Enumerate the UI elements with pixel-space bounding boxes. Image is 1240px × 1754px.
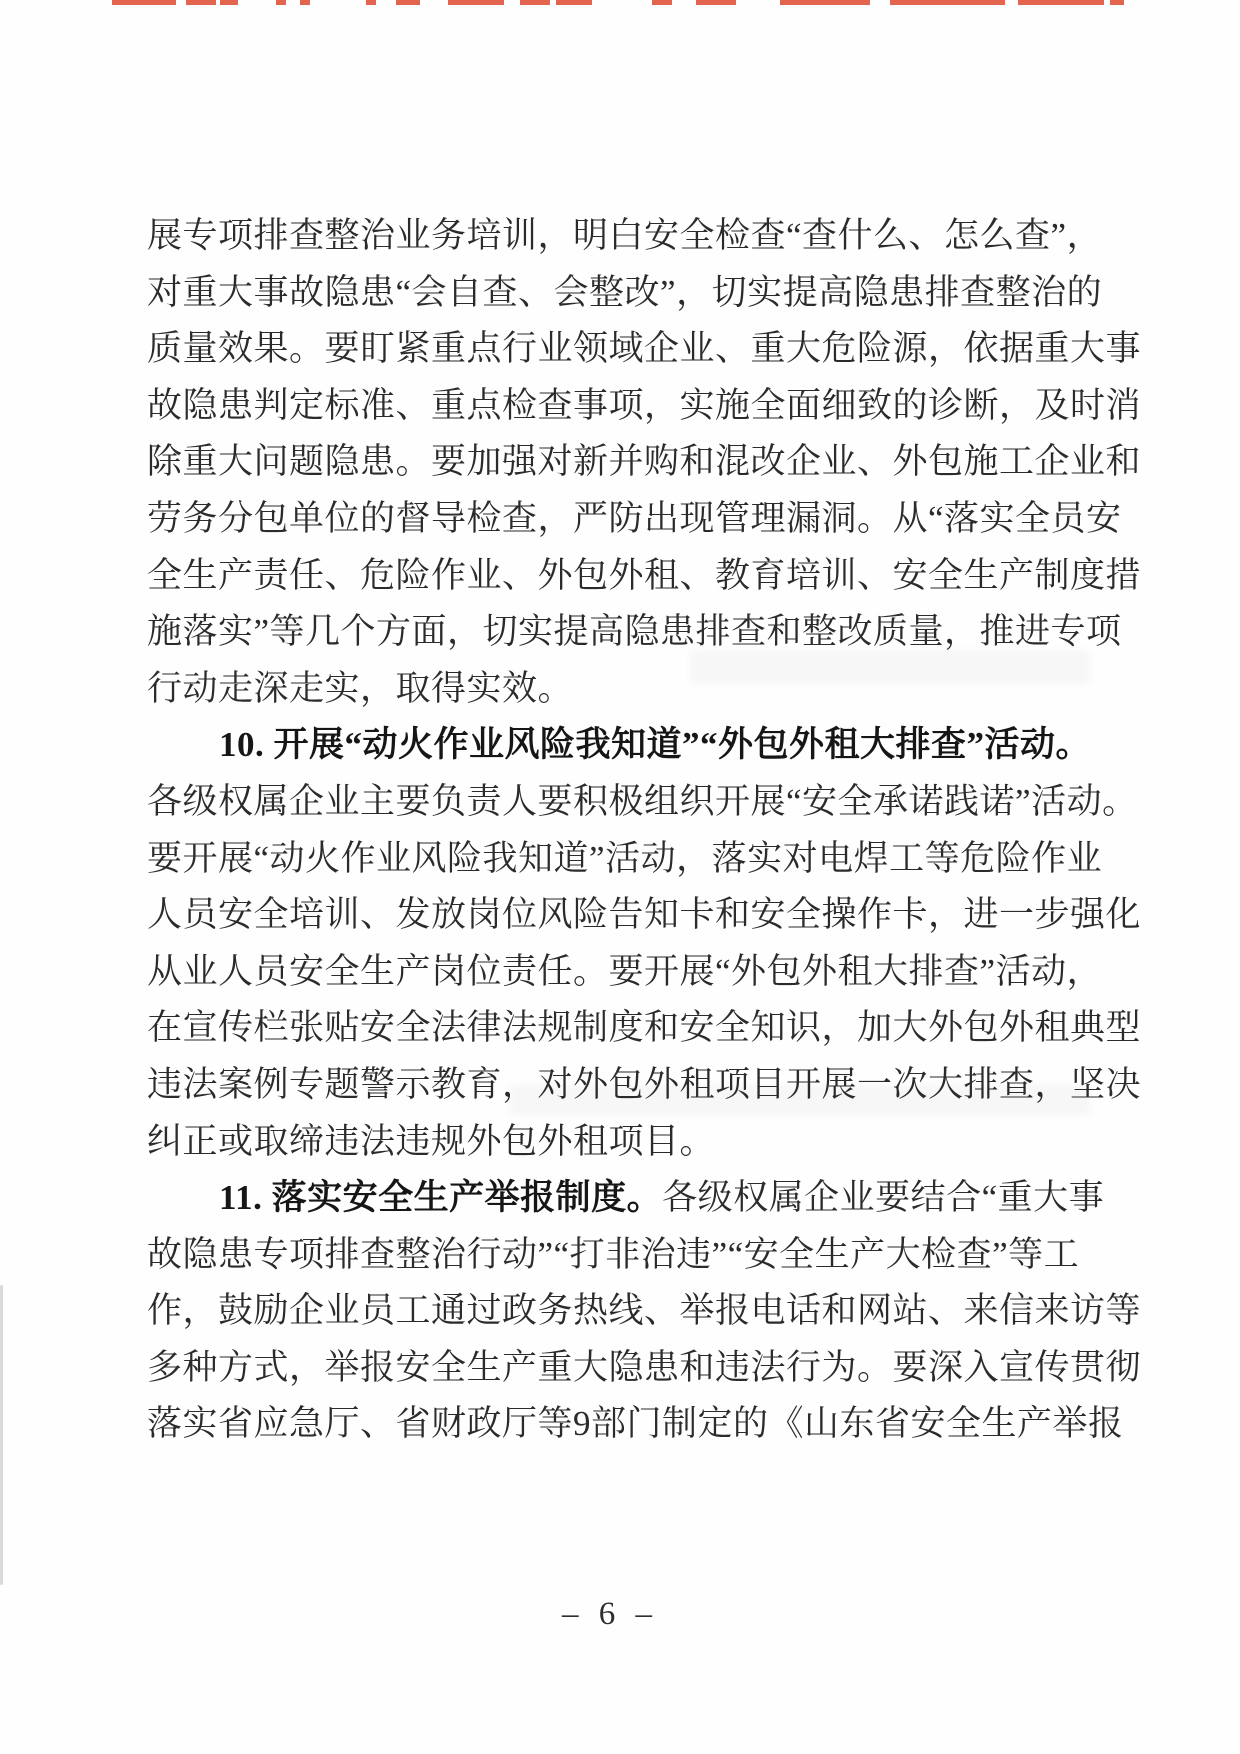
text-line	[147, 944, 1107, 1001]
text-line	[147, 548, 1142, 605]
text-line	[147, 378, 1142, 435]
red-mark	[300, 0, 310, 5]
bold-heading-text: 10. 开展“动火作业风险我知道”“外包外租大排查”活动。	[219, 725, 1092, 765]
text-line	[147, 717, 1107, 774]
bold-heading-text: 11. 落实安全生产举报制度。	[219, 1178, 663, 1218]
text-line	[147, 1170, 1107, 1227]
body-text: 违法案例专题警示教育，对外包外租项目开展一次大排查，坚决	[147, 1064, 1142, 1104]
text-line	[147, 208, 1107, 265]
red-mark	[366, 0, 376, 5]
red-mark	[1018, 0, 1104, 5]
body-text: 要开展“动火作业风险我知道”活动，落实对电焊工等危险作业	[147, 838, 1103, 878]
body-text: 故隐患判定标准、重点检查事项，实施全面细致的诊断，及时消	[147, 385, 1142, 425]
body-text: 对重大事故隐患“会自查、会整改”，切实提高隐患排查整治的	[147, 272, 1103, 312]
red-mark	[556, 0, 592, 5]
body-text: 多种方式，举报安全生产重大隐患和违法行为。要深入宣传贯彻	[147, 1347, 1142, 1387]
body-text: 从业人员安全生产岗位责任。要开展“外包外租大排查”活动，	[147, 951, 1103, 991]
body-text: 故隐患专项排查整治行动”“打非治违”“安全生产大检查”等工	[147, 1234, 1080, 1274]
text-line	[147, 831, 1107, 888]
text-line	[147, 1396, 1124, 1453]
body-text: 各级权属企业要结合“重大事	[662, 1178, 1105, 1218]
body-text: 纠正或取缔违法违规外包外租项目。	[147, 1121, 716, 1161]
red-mark	[1110, 0, 1124, 5]
text-line	[147, 604, 1122, 661]
text-line	[147, 1283, 1142, 1340]
body-text: 在宣传栏张贴安全法律法规制度和安全知识，加大外包外租典型	[147, 1008, 1142, 1048]
text-line	[147, 1114, 1107, 1171]
body-text: 施落实”等几个方面，切实提高隐患排查和整改质量，推进专项	[147, 612, 1122, 652]
text-line	[147, 265, 1107, 322]
body-text: 各级权属企业主要负责人要积极组织开展“安全承诺践诺”活动。	[147, 781, 1138, 821]
red-mark	[186, 0, 216, 5]
top-edge-red-marks	[0, 0, 1240, 8]
left-edge-scan-artifact	[0, 1285, 3, 1585]
text-line	[147, 1057, 1142, 1114]
red-mark	[520, 0, 550, 5]
red-mark	[396, 0, 420, 5]
red-mark	[276, 0, 286, 5]
red-mark	[220, 0, 238, 5]
text-line	[147, 774, 1138, 831]
body-text: 展专项排查整治业务培训，明白安全检查“查什么、怎么查”，	[147, 216, 1103, 255]
body-text: 质量效果。要盯紧重点行业领域企业、重大危险源，依据重大事	[147, 329, 1142, 369]
text-block	[147, 208, 1142, 1453]
text-line	[147, 887, 1142, 944]
body-text: 除重大问题隐患。要加强对新并购和混改企业、外包施工企业和	[147, 442, 1142, 482]
red-mark	[890, 0, 1005, 5]
text-line	[147, 1227, 1107, 1284]
text-line	[147, 661, 1107, 718]
body-text: 劳务分包单位的督导检查，严防出现管理漏洞。从“落实全员安	[147, 498, 1122, 538]
red-mark	[112, 0, 176, 5]
body-text: 作，鼓励企业员工通过政务热线、举报电话和网站、来信来访等	[147, 1291, 1142, 1331]
text-line	[147, 321, 1142, 378]
red-mark	[780, 0, 870, 5]
page-number: – 6 –	[562, 1596, 658, 1632]
text-line	[147, 434, 1142, 491]
body-text: 全生产责任、危险作业、外包外租、教育培训、安全生产制度措	[147, 555, 1142, 595]
text-line	[147, 1340, 1142, 1397]
text-line	[147, 1000, 1142, 1057]
red-mark	[448, 0, 504, 5]
body-text: 行动走深走实，取得实效。	[147, 668, 574, 708]
red-mark	[696, 0, 736, 5]
red-mark	[652, 0, 672, 5]
body-text: 落实省应急厅、省财政厅等9部门制定的《山东省安全生产举报	[147, 1404, 1124, 1444]
text-line	[147, 491, 1122, 548]
body-text: 人员安全培训、发放岗位风险告知卡和安全操作卡，进一步强化	[147, 895, 1142, 935]
